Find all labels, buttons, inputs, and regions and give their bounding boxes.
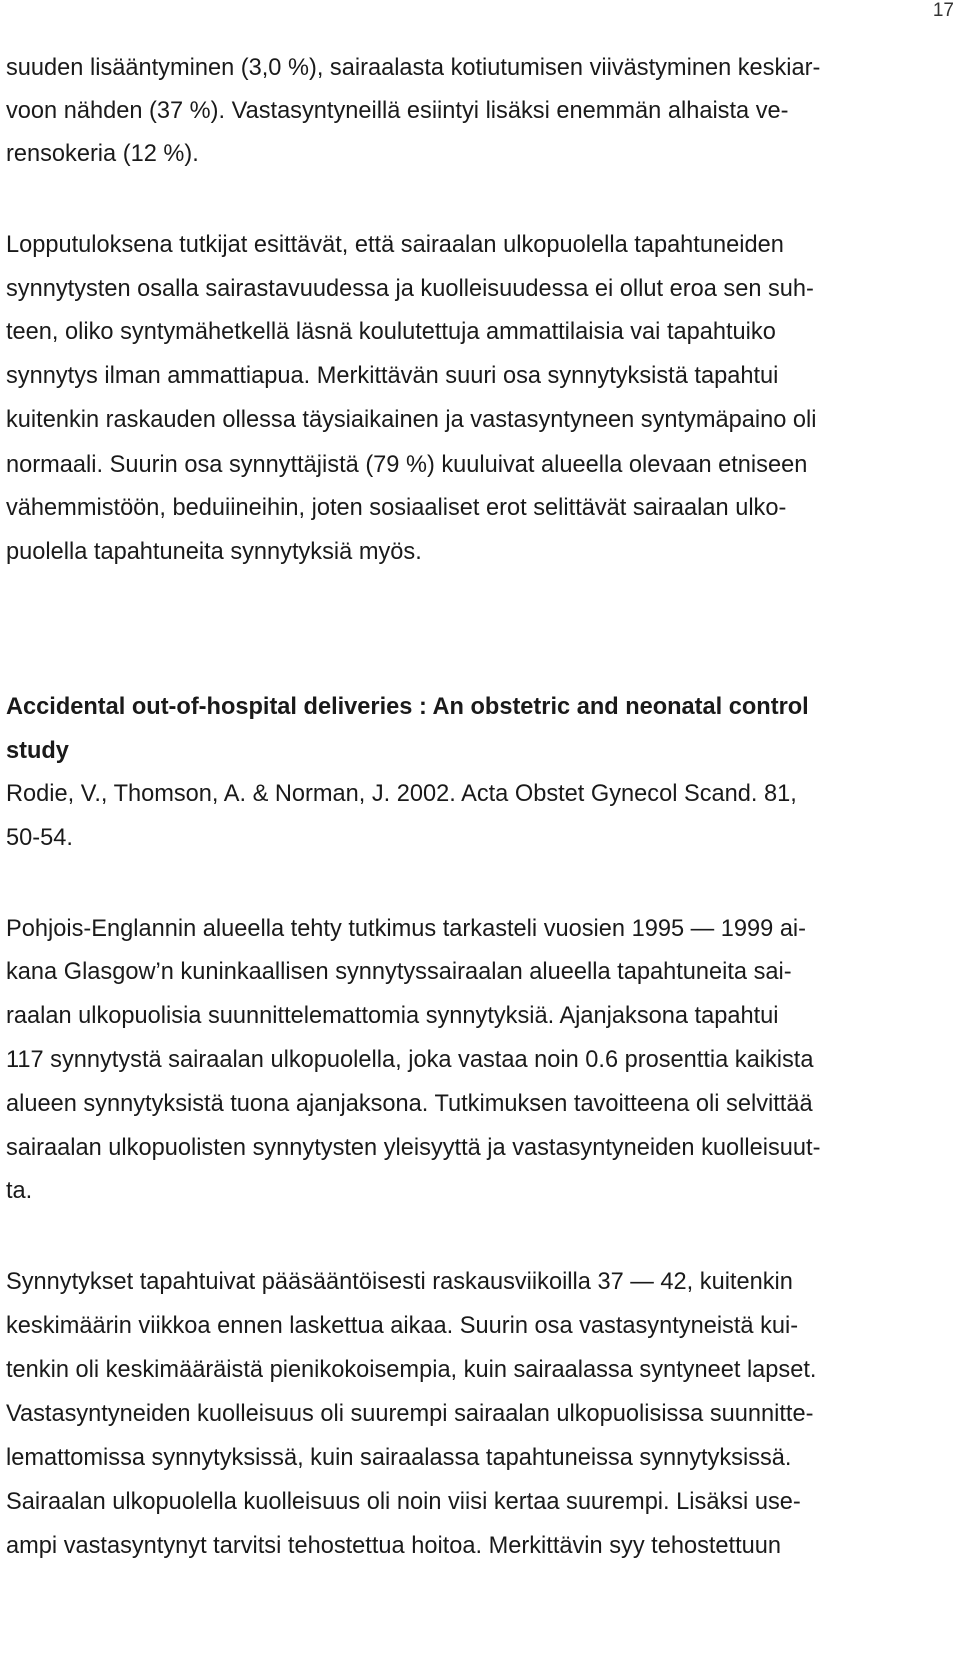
paragraph-3-line-5: alueen synnytyksistä tuona ajanjaksona. Tutkimuksen tavoitteena oli selvittää <box>6 1091 813 1117</box>
reference-citation-line-1: Rodie, V., Thomson, A. & Norman, J. 2002. Acta Obstet Gynecol Scand. 81, <box>6 781 797 807</box>
paragraph-4-line-1: Synnytykset tapahtuivat pääsääntöisesti raskausviikoilla 37 — 42, kuitenkin <box>6 1269 793 1295</box>
paragraph-4-line-2: keskimäärin viikkoa ennen laskettua aikaa. Suurin osa vastasyntyneistä kui- <box>6 1313 799 1339</box>
paragraph-2-line-4: synnytys ilman ammattiapua. Merkittävän suuri osa synnytyksistä tapahtui <box>6 363 779 389</box>
paragraph-4-line-7: ampi vastasyntynyt tarvitsi tehostettua hoitoa. Merkittävin syy tehostettuun <box>6 1533 782 1559</box>
paragraph-4-line-5: lemattomissa synnytyksissä, kuin sairaalassa tapahtuneissa synnytyksissä. <box>6 1445 792 1471</box>
reference-title-line-1: Accidental out-of-hospital deliveries : An obstetric and neonatal control <box>6 694 809 720</box>
paragraph-3-line-6: sairaalan ulkopuolisten synnytysten yleisyyttä ja vastasyntyneiden kuolleisuut- <box>6 1135 821 1161</box>
reference-title-line-2: study <box>6 738 69 764</box>
page-number: 17 <box>932 0 954 21</box>
paragraph-4-line-3: tenkin oli keskimääräistä pienikokoisempia, kuin sairaalassa syntyneet lapset. <box>6 1357 817 1383</box>
paragraph-3-line-2: kana Glasgow’n kuninkaallisen synnytyssairaalan alueella tapahtuneita sai- <box>6 959 792 985</box>
paragraph-2-line-8: puolella tapahtuneita synnytyksiä myös. <box>6 539 422 565</box>
paragraph-1-line-2: voon nähden (37 %). Vastasyntyneillä esiintyi lisäksi enemmän alhaista ve- <box>6 98 789 124</box>
paragraph-2-line-5: kuitenkin raskauden ollessa täysiaikainen ja vastasyntyneen syntymäpaino oli <box>6 407 817 433</box>
paragraph-3-line-4: 117 synnytystä sairaalan ulkopuolella, joka vastaa noin 0.6 prosenttia kaikista <box>6 1047 814 1073</box>
paragraph-2-line-7: vähemmistöön, beduiineihin, joten sosiaaliset erot selittävät sairaalan ulko- <box>6 495 787 521</box>
paragraph-4-line-6: Sairaalan ulkopuolella kuolleisuus oli noin viisi kertaa suurempi. Lisäksi use- <box>6 1489 801 1515</box>
paragraph-2-line-1: Lopputuloksena tutkijat esittävät, että sairaalan ulkopuolella tapahtuneiden <box>6 232 784 258</box>
paragraph-2-line-2: synnytysten osalla sairastavuudessa ja kuolleisuudessa ei ollut eroa sen suh- <box>6 276 814 302</box>
reference-citation-line-2: 50-54. <box>6 825 73 851</box>
paragraph-4-line-4: Vastasyntyneiden kuolleisuus oli suurempi sairaalan ulkopuolisissa suunnitte- <box>6 1401 814 1427</box>
paragraph-2-line-6: normaali. Suurin osa synnyttäjistä (79 %) kuuluivat alueella olevaan etniseen <box>6 452 808 478</box>
paragraph-3-line-1: Pohjois-Englannin alueella tehty tutkimus tarkasteli vuosien 1995 — 1999 ai- <box>6 916 807 942</box>
paragraph-3-line-7: ta. <box>6 1178 33 1204</box>
paragraph-3-line-3: raalan ulkopuolisia suunnittelemattomia synnytyksiä. Ajanjaksona tapahtui <box>6 1003 779 1029</box>
paragraph-1-line-3: rensokeria (12 %). <box>6 141 199 167</box>
paragraph-1-line-1: suuden lisääntyminen (3,0 %), sairaalasta kotiutumisen viivästyminen keskiar- <box>6 55 821 81</box>
paragraph-2-line-3: teen, oliko syntymähetkellä läsnä koulutettuja ammattilaisia vai tapahtuiko <box>6 319 776 345</box>
